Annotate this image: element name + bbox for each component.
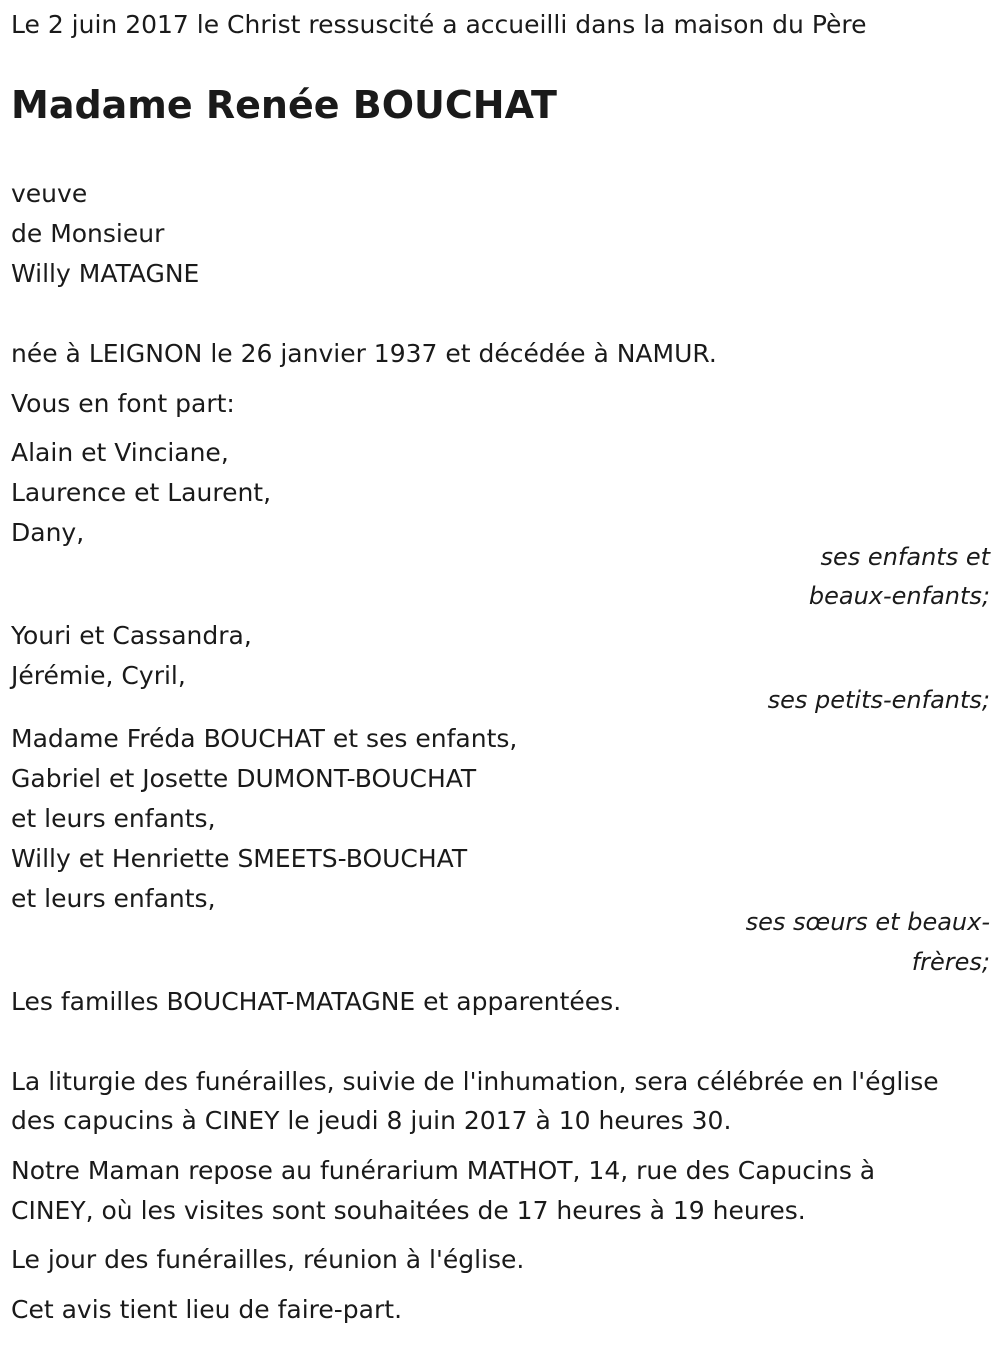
funerarium-line-2: CINEY, où les visites sont souhaitées de 17 heures à 19 heures. xyxy=(11,1196,806,1225)
gathering-line: Le jour des funérailles, réunion à l'église. xyxy=(11,1245,525,1274)
child-name: Alain et Vinciane, xyxy=(11,438,229,467)
funerarium-line-1: Notre Maman repose au funérarium MATHOT, 14, rue des Capucins à xyxy=(11,1156,876,1185)
sibling-line: Willy et Henriette SMEETS-BOUCHAT xyxy=(11,844,468,873)
deceased-name-title: Madame Renée BOUCHAT xyxy=(11,83,557,127)
children-relation-line-2: beaux-enfants; xyxy=(808,582,990,610)
widow-line-3: Willy MATAGNE xyxy=(11,259,200,288)
child-name: Laurence et Laurent, xyxy=(11,478,272,507)
liturgy-line-2: des capucins à CINEY le jeudi 8 juin 2017 à 10 heures 30. xyxy=(11,1106,732,1135)
children-relation-line-1: ses enfants et xyxy=(820,543,990,571)
intro-line: Le 2 juin 2017 le Christ ressuscité a accueilli dans la maison du Père xyxy=(11,10,867,39)
closing-line: Cet avis tient lieu de faire-part. xyxy=(11,1295,403,1324)
liturgy-line-1: La liturgie des funérailles, suivie de l'inhumation, sera célébrée en l'église xyxy=(11,1067,939,1096)
child-name: Dany, xyxy=(11,518,85,547)
sibling-line: et leurs enfants, xyxy=(11,884,216,913)
widow-line-1: veuve xyxy=(11,179,88,208)
birth-death-line: née à LEIGNON le 26 janvier 1937 et décédée à NAMUR. xyxy=(11,339,717,368)
siblings-relation-line-2: frères; xyxy=(911,948,990,976)
sibling-line: Gabriel et Josette DUMONT-BOUCHAT xyxy=(11,764,477,793)
families-line: Les familles BOUCHAT-MATAGNE et apparentées. xyxy=(11,987,622,1016)
sibling-line: et leurs enfants, xyxy=(11,804,216,833)
announce-line: Vous en font part: xyxy=(11,389,235,418)
widow-line-2: de Monsieur xyxy=(11,219,165,248)
grandchildren-relation: ses petits-enfants; xyxy=(767,686,990,714)
siblings-relation-line-1: ses sœurs et beaux- xyxy=(745,908,990,936)
grandchild-name: Youri et Cassandra, xyxy=(11,621,252,650)
grandchild-name: Jérémie, Cyril, xyxy=(11,661,186,690)
sibling-line: Madame Fréda BOUCHAT et ses enfants, xyxy=(11,724,518,753)
